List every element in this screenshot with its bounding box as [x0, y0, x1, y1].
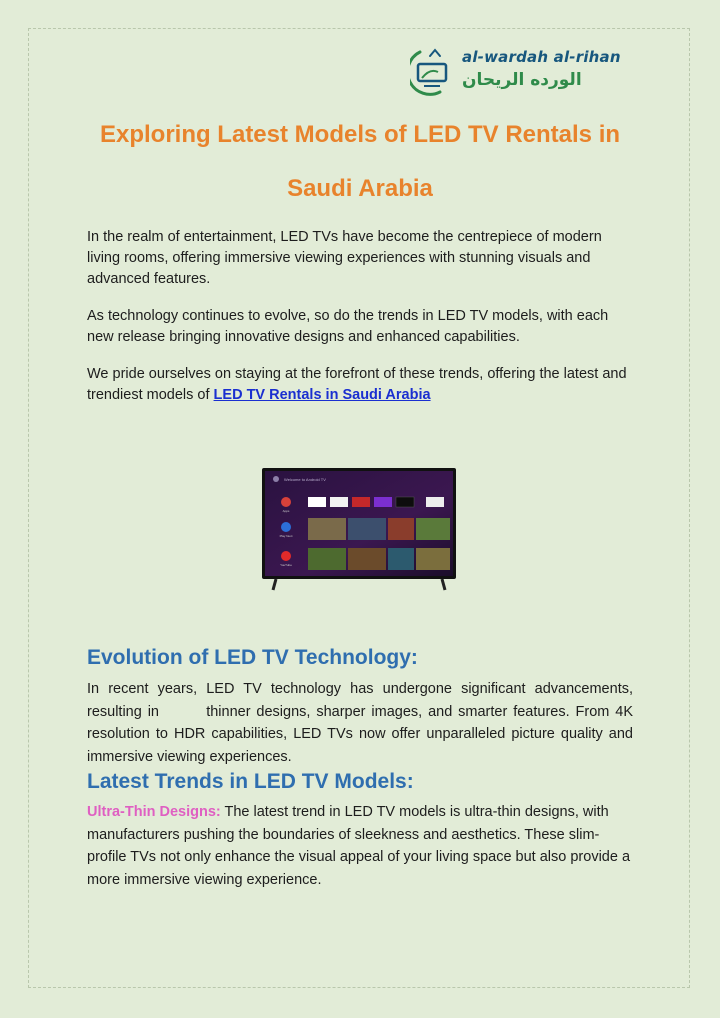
page-title-line-2: Saudi Arabia — [287, 175, 433, 202]
tv-content-tile — [388, 548, 414, 570]
logo-text-arabic: الورده الريحان — [462, 70, 582, 90]
tv-sidebar-play-next-label: Play Next — [279, 534, 293, 538]
brand-logo — [410, 44, 635, 100]
tv-sidebar-youtube-icon — [281, 551, 291, 561]
tv-sidebar-apps-icon — [281, 497, 291, 507]
tv-logo-icon — [410, 46, 458, 98]
tv-sidebar-apps-label: Apps — [282, 509, 290, 513]
tv-content-tile — [416, 518, 450, 540]
tv-app-youtube — [308, 497, 326, 507]
trends-paragraph — [87, 801, 633, 891]
tv-app-gallery — [426, 497, 444, 507]
tv-app-google-play — [330, 497, 348, 507]
tv-app-play-movies — [352, 497, 370, 507]
tv-content-tile — [308, 548, 346, 570]
intro-paragraph-3-text: We pride ourselves on staying at the forefront of these trends, offering the latest and trendiest models of — [87, 366, 627, 403]
ultra-thin-text: The latest trend in LED TV models is ultra-thin designs, with manufacturers pushing the boundaries of sleekness and aesthetics. These slim-profile TVs not only enhance the visual appeal of your living space but also provide a more immersive viewing experience. — [87, 804, 631, 888]
tv-content-tile — [416, 548, 450, 570]
intro-paragraph-1: In the realm of entertainment, LED TVs have become the centrepiece of modern living rooms, offering immersive viewing experiences with stunning visuals and advanced features. — [87, 229, 602, 287]
tv-sidebar-play-next-icon — [281, 522, 291, 532]
led-tv-image — [262, 468, 456, 592]
section-heading-latest-trends: Latest Trends in LED TV Models: — [87, 770, 414, 793]
tv-sidebar-youtube-label: YouTube — [280, 563, 292, 567]
tv-content-tile — [308, 518, 346, 540]
led-tv-rentals-link[interactable]: LED TV Rentals in Saudi Arabia — [213, 387, 431, 403]
evolution-paragraph: In recent years, LED TV technology has undergone significant advancements, resulting in thinner designs, sharper images, and smarter features. From 4K resolution to HDR capabilities, LED TVs now offer unparalleled picture quality and immersive viewing experiences. — [87, 681, 633, 765]
intro-paragraph-3 — [87, 364, 633, 406]
tv-content-tile — [348, 518, 386, 540]
tv-with-app-grid-icon — [262, 468, 456, 592]
tv-app-play-music — [374, 497, 392, 507]
tv-content-tile — [388, 518, 414, 540]
logo-text-english: al-wardah al-rihan — [462, 48, 621, 66]
page-title-line-1: Exploring Latest Models of LED TV Rentals in — [99, 121, 621, 148]
section-heading-evolution: Evolution of LED TV Technology: — [87, 646, 418, 669]
intro-paragraph-2: As technology continues to evolve, so do the trends in LED TV models, with each new release bringing innovative designs and enhanced capabilities. — [87, 308, 609, 345]
tv-content-tile — [348, 548, 386, 570]
ultra-thin-label: Ultra-Thin Designs: — [87, 804, 221, 820]
tv-app-apple-tv — [396, 497, 414, 507]
tv-top-bar-text: Welcome to Android TV — [284, 477, 326, 482]
